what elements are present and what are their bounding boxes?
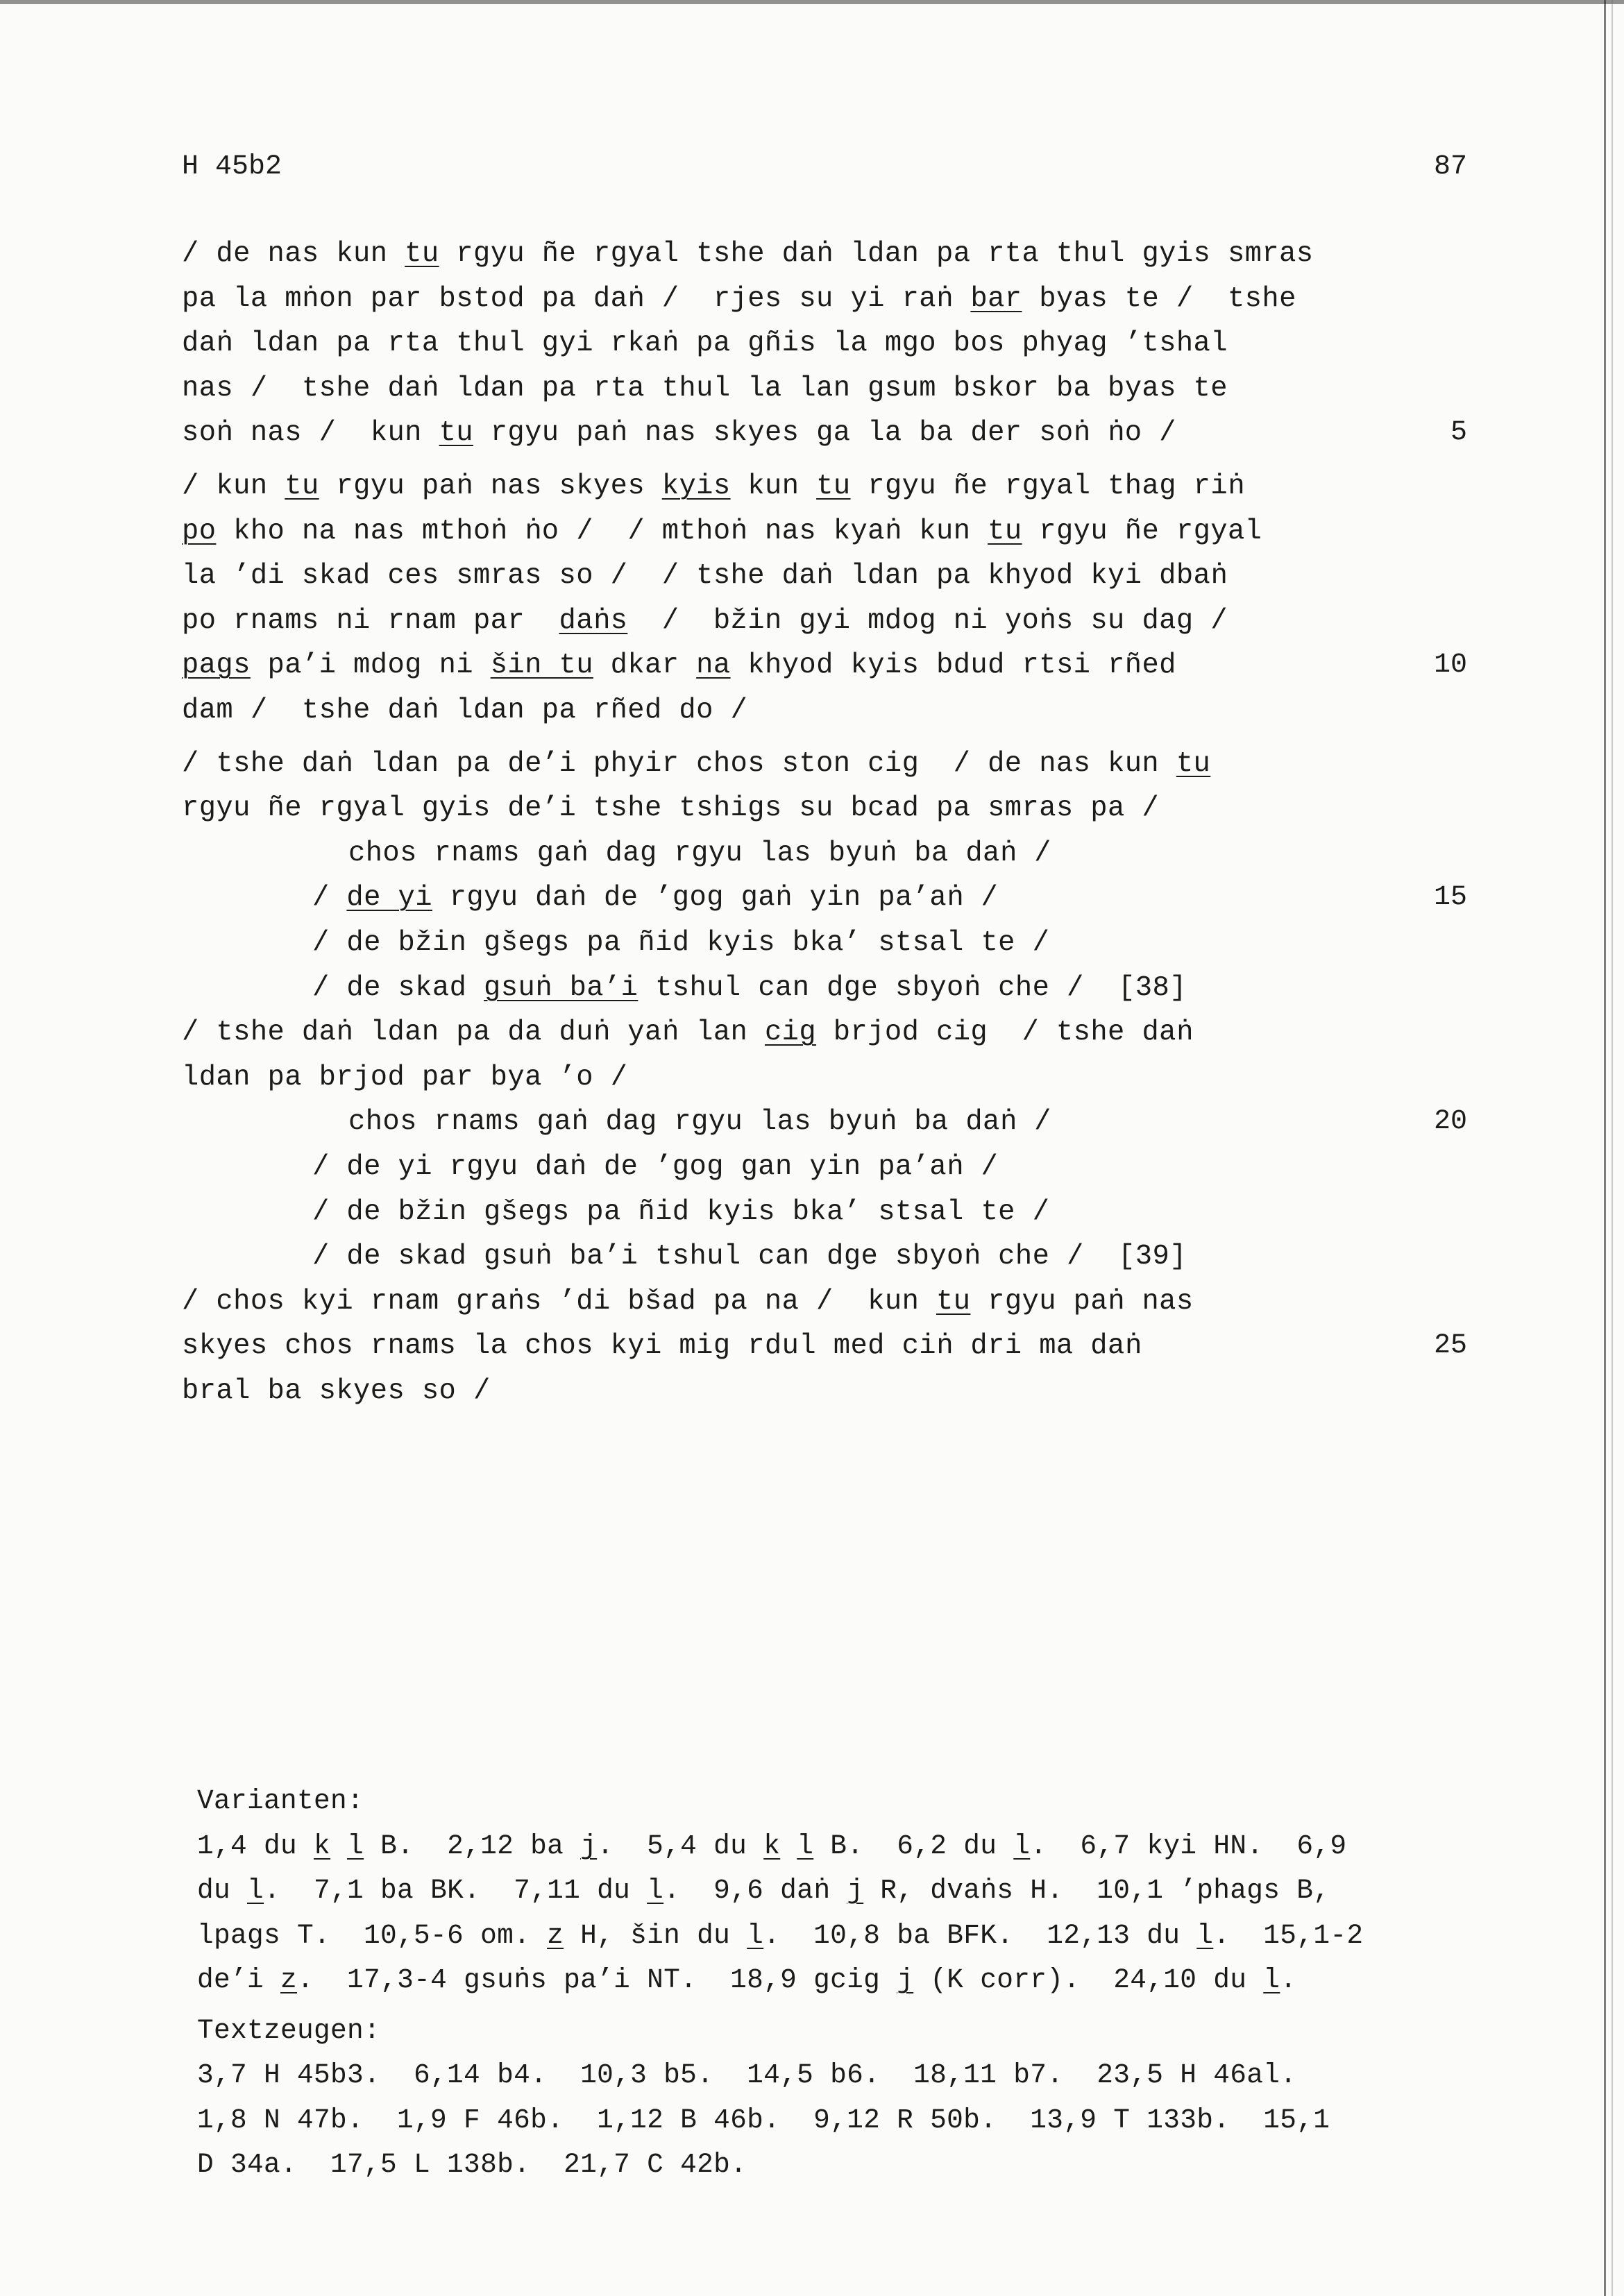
- text-run: bral ba skyes so /: [182, 1375, 491, 1407]
- text-line: [312, 974, 1187, 1003]
- underlined-word: l: [747, 1920, 764, 1951]
- varianten-line: [197, 1966, 1296, 1994]
- line-number: 15: [1433, 882, 1467, 913]
- varianten-heading: Varianten:: [197, 1785, 364, 1817]
- text-line: [182, 649, 1176, 681]
- text-run: dam / tshe daṅ ldan pa rñed do /: [182, 695, 748, 726]
- text-run: . 17,3-4 gsuṅs pa’i NT. 18,9 gcig: [297, 1964, 897, 1996]
- line-number: 20: [1433, 1106, 1467, 1137]
- text-line: [182, 1064, 627, 1092]
- text-run: [330, 1830, 347, 1862]
- text-line: [348, 1108, 1051, 1137]
- text-run: brjod cig / tshe daṅ: [816, 1017, 1194, 1048]
- text-run: B. 2,12 ba: [364, 1830, 581, 1862]
- underlined-word: na: [696, 649, 731, 681]
- text-run: la ’di skad ces smras so / / tshe daṅ ldan pa khyod kyi dbaṅ: [182, 560, 1228, 592]
- underlined-word: pags: [182, 649, 251, 681]
- underlined-word: daṅs: [559, 605, 628, 637]
- text-line: [182, 240, 1313, 269]
- text-line: [182, 330, 1228, 358]
- underlined-word: l: [1196, 1920, 1214, 1951]
- text-run: (K corr). 24,10 du: [913, 1964, 1264, 1996]
- text-run: / de yi rgyu daṅ de ’gog gan yin pa’aṅ /: [312, 1151, 999, 1183]
- underlined-word: z: [280, 1964, 298, 1996]
- text-run: khyod kyis bdud rtsi rñed: [730, 649, 1176, 681]
- underlined-word: bar: [970, 283, 1022, 315]
- text-run: byas te / tshe: [1022, 283, 1296, 315]
- textzeugen-line: 1,8 N 47b. 1,9 F 46b. 1,12 B 46b. 9,12 R 50b. 13,9 T 133b. 15,1: [197, 2104, 1330, 2136]
- underlined-word: l: [797, 1830, 814, 1862]
- page-number: 87: [1433, 151, 1467, 182]
- varianten-line: [197, 1832, 1346, 1860]
- text-run: / de skad gsuṅ ba’i tshul can dge sbyoṅ che / [39]: [312, 1241, 1187, 1273]
- text-line: [182, 1332, 1142, 1361]
- text-line: [312, 1198, 1049, 1227]
- text-run: . 5,4 du: [597, 1830, 764, 1862]
- underlined-word: j: [897, 1964, 914, 1996]
- text-run: dkar: [593, 649, 697, 681]
- text-run: / chos kyi rnam graṅs ’di bšad pa na / kun: [182, 1286, 936, 1318]
- text-run: po rnams ni rnam par: [182, 605, 559, 637]
- page-right-edge: [1604, 0, 1606, 2296]
- text-run: / de bžin gšegs pa ñid kyis bka’ stsal te /: [312, 927, 1050, 959]
- text-line: [182, 285, 1296, 314]
- underlined-word: cig: [764, 1017, 817, 1048]
- varianten-line: [197, 1877, 1330, 1905]
- text-line: [312, 884, 998, 912]
- text-run: R, dvaṅs H. 10,1 ’phags B,: [863, 1875, 1330, 1906]
- underlined-word: l: [647, 1875, 664, 1906]
- page-right-edge-shadow: [1612, 0, 1613, 2296]
- text-run: / kun: [182, 470, 285, 502]
- text-run: rgyu ñe rgyal gyis de’i tshe tshigs su bcad pa smras pa /: [182, 792, 1160, 824]
- underlined-word: k: [314, 1830, 331, 1862]
- text-run: . 9,6 daṅ: [663, 1875, 847, 1906]
- text-run: / tshe daṅ ldan pa da duṅ yaṅ lan: [182, 1017, 765, 1048]
- text-run: pa’i mdog ni: [250, 649, 491, 681]
- text-run: . 7,1 ba BK. 7,11 du: [264, 1875, 648, 1906]
- underlined-word: de yi: [346, 882, 432, 914]
- text-line: [182, 375, 1228, 403]
- underlined-word: z: [547, 1920, 564, 1951]
- underlined-word: tu: [439, 417, 473, 449]
- text-run: rgyu ñe rgyal: [1022, 516, 1262, 547]
- text-run: de’i: [197, 1964, 281, 1996]
- text-run: /: [312, 882, 347, 914]
- text-line: [182, 607, 1228, 636]
- text-run: . 6,7 kyi HN. 6,9: [1030, 1830, 1347, 1862]
- text-run: soṅ nas / kun: [182, 417, 439, 449]
- underlined-word: po: [182, 516, 217, 547]
- text-run: du: [197, 1875, 248, 1906]
- text-run: H, šin du: [564, 1920, 747, 1951]
- text-run: . 10,8 ba BFK. 12,13 du: [763, 1920, 1197, 1951]
- text-line: [182, 1019, 1194, 1047]
- text-run: rgyu ñe rgyal tshe daṅ ldan pa rta thul gyis smras: [439, 238, 1314, 270]
- textzeugen-line: 3,7 H 45b3. 6,14 b4. 10,3 b5. 14,5 b6. 18,11 b7. 23,5 H 46al.: [197, 2059, 1297, 2091]
- underlined-word: kyis: [661, 470, 731, 502]
- text-run: rgyu paṅ nas skyes ga la ba der soṅ ṅo /: [473, 417, 1176, 449]
- underlined-word: gsuṅ ba’i: [484, 972, 638, 1004]
- page-top-edge: [0, 0, 1624, 4]
- varianten-line: [197, 1922, 1363, 1950]
- text-line: [182, 794, 1159, 823]
- text-run: chos rnams gaṅ dag rgyu las byuṅ ba daṅ /: [348, 837, 1051, 869]
- underlined-word: tu: [936, 1286, 971, 1318]
- text-run: kho na nas mthoṅ ṅo / / mthoṅ nas kyaṅ kun: [216, 516, 988, 547]
- running-header: H 45b2: [182, 151, 282, 182]
- underlined-word: j: [580, 1830, 598, 1862]
- text-run: skyes chos rnams la chos kyi mig rdul med ciṅ dri ma daṅ: [182, 1330, 1142, 1362]
- text-run: nas / tshe daṅ ldan pa rta thul la lan gsum bskor ba byas te: [182, 373, 1228, 405]
- text-run: rgyu ñe rgyal thag riṅ: [850, 470, 1245, 502]
- text-run: lpags T. 10,5-6 om.: [197, 1920, 548, 1951]
- text-run: ldan pa brjod par bya ’o /: [182, 1062, 628, 1094]
- text-run: rgyu paṅ nas: [970, 1286, 1194, 1318]
- underlined-word: tu: [1176, 748, 1211, 780]
- line-number: 5: [1450, 417, 1467, 448]
- text-run: .: [1280, 1964, 1297, 1996]
- underlined-word: l: [1013, 1830, 1031, 1862]
- text-line: [182, 419, 1176, 448]
- text-run: / de bžin gšegs pa ñid kyis bka’ stsal te /: [312, 1196, 1050, 1228]
- text-run: rgyu paṅ nas skyes: [319, 470, 662, 502]
- text-line: [312, 1243, 1187, 1271]
- text-run: / bžin gyi mdog ni yoṅs su dag /: [627, 605, 1228, 637]
- text-line: [312, 929, 1049, 958]
- text-run: pa la mṅon par bstod pa daṅ / rjes su yi raṅ: [182, 283, 971, 315]
- underlined-word: tu: [405, 238, 439, 270]
- underlined-word: l: [1263, 1964, 1280, 1996]
- text-run: / tshe daṅ ldan pa de’i phyir chos ston cig / de nas kun: [182, 748, 1176, 780]
- text-run: [780, 1830, 797, 1862]
- underlined-word: l: [247, 1875, 264, 1906]
- text-line: [182, 750, 1210, 779]
- underlined-word: tu: [988, 516, 1022, 547]
- text-run: kun: [730, 470, 817, 502]
- text-line: [182, 470, 1245, 502]
- text-run: 1,4 du: [197, 1830, 314, 1862]
- line-number: 10: [1433, 649, 1467, 681]
- line-number: 25: [1433, 1330, 1467, 1361]
- underlined-word: tu: [816, 470, 851, 502]
- textzeugen-heading: Textzeugen:: [197, 2015, 381, 2046]
- text-line: [182, 518, 1262, 546]
- text-run: B. 6,2 du: [813, 1830, 1014, 1862]
- underlined-word: k: [763, 1830, 781, 1862]
- text-line: [182, 1288, 1194, 1316]
- text-line: [182, 1377, 491, 1406]
- text-run: rgyu daṅ de ’gog gaṅ yin pa’aṅ /: [432, 882, 999, 914]
- text-run: chos rnams gaṅ dag rgyu las byuṅ ba daṅ /: [348, 1106, 1051, 1138]
- text-run: / de skad: [312, 972, 484, 1004]
- underlined-word: šin tu: [490, 649, 593, 681]
- underlined-word: l: [347, 1830, 364, 1862]
- underlined-word: j: [847, 1875, 864, 1906]
- textzeugen-line: D 34a. 17,5 L 138b. 21,7 C 42b.: [197, 2149, 747, 2180]
- text-line: [182, 562, 1228, 590]
- text-run: . 15,1-2: [1213, 1920, 1364, 1951]
- text-run: tshul can dge sbyoṅ che / [38]: [638, 972, 1187, 1004]
- text-line: [312, 1153, 998, 1182]
- text-line: [182, 697, 747, 725]
- text-line: [348, 837, 1051, 869]
- text-run: / de nas kun: [182, 238, 405, 270]
- text-run: daṅ ldan pa rta thul gyi rkaṅ pa gñis la mgo bos phyag ’tshal: [182, 328, 1228, 359]
- underlined-word: tu: [285, 470, 319, 502]
